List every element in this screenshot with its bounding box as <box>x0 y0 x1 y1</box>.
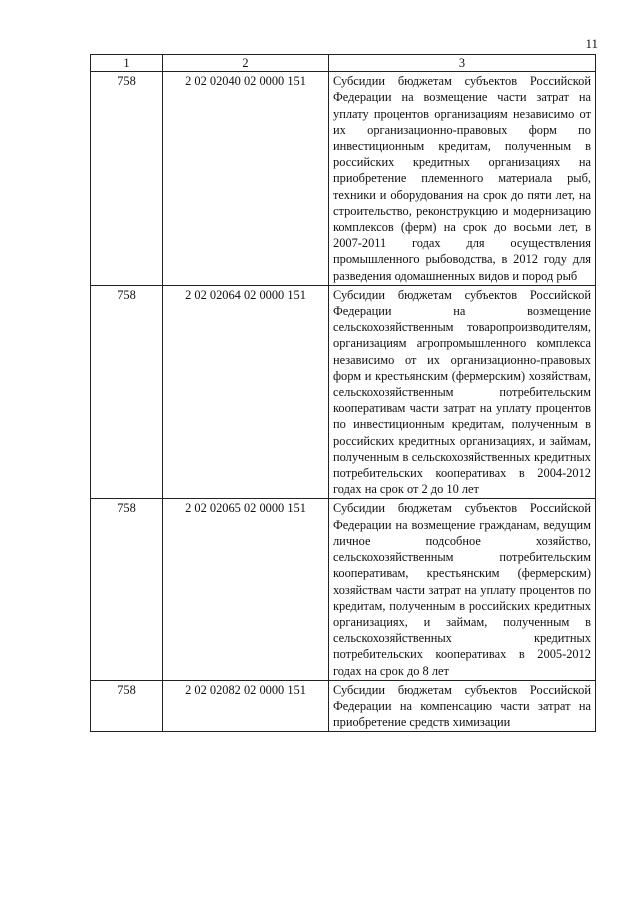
table-header-row <box>91 55 596 72</box>
admin-code-cell: 758 <box>91 72 163 286</box>
revenue-code-cell: 2 02 02064 02 0000 151 <box>163 285 329 499</box>
revenue-code-cell: 2 02 02065 02 0000 151 <box>163 499 329 680</box>
column-header-2: 2 <box>163 55 329 72</box>
table-row <box>91 499 596 680</box>
table-row <box>91 680 596 732</box>
revenue-name-cell: Субсидии бюджетам субъектов Российской Федерации на возмещение гражданам, ведущим личное подсобное хозяйство, сельскохозяйственным потребительским кооперативам, крестьянским (фермерским) хозяйствам части затрат на уплату процентов по кредитам, полученным в российских кредитных организациях, и займам, полученным в сельскохозяйственных кредитных потребительских кооперативах в 2005-2012 годах на срок до 8 лет <box>329 499 596 680</box>
admin-code-cell: 758 <box>91 499 163 680</box>
column-header-1: 1 <box>91 55 163 72</box>
revenue-name-cell: Субсидии бюджетам субъектов Российской Федерации на возмещение части затрат на уплату процентов организациям независимо от их организационно-правовых форм по инвестиционным кредитам, полученным в российских кредитных организациях на приобретение племенного материала рыб, техники и оборудования на срок до пяти лет, на строительство, реконструкцию и модернизацию комплексов (ферм) на срок до восьми лет, в 2007-2011 годах для осуществления промышленного рыбоводства, в 2012 году для разведения одомашненных видов и пород рыб <box>329 72 596 286</box>
revenue-code-cell: 2 02 02040 02 0000 151 <box>163 72 329 286</box>
column-header-3: 3 <box>329 55 596 72</box>
revenue-code-cell: 2 02 02082 02 0000 151 <box>163 680 329 732</box>
admin-code-cell: 758 <box>91 680 163 732</box>
revenue-name-cell: Субсидии бюджетам субъектов Российской Федерации на компенсацию части затрат на приобретение средств химизации <box>329 680 596 732</box>
budget-revenue-table <box>90 54 596 732</box>
page-number: 11 <box>585 36 598 51</box>
table-row <box>91 285 596 499</box>
revenue-name-cell: Субсидии бюджетам субъектов Российской Федерации на возмещение сельскохозяйственным товаропроизводителям, организациям агропромышленного комплекса независимо от их организационно-правовых форм и крестьянским (фермерским) хозяйствам, сельскохозяйственным потребительским кооперативам части затрат на уплату процентов по инвестиционным кредитам, полученным в российских кредитных организациях, и займам, полученным в сельскохозяйственных кредитных потребительских кооперативах в 2004-2012 годах на срок от 2 до 10 лет <box>329 285 596 499</box>
admin-code-cell: 758 <box>91 285 163 499</box>
table-row <box>91 72 596 286</box>
